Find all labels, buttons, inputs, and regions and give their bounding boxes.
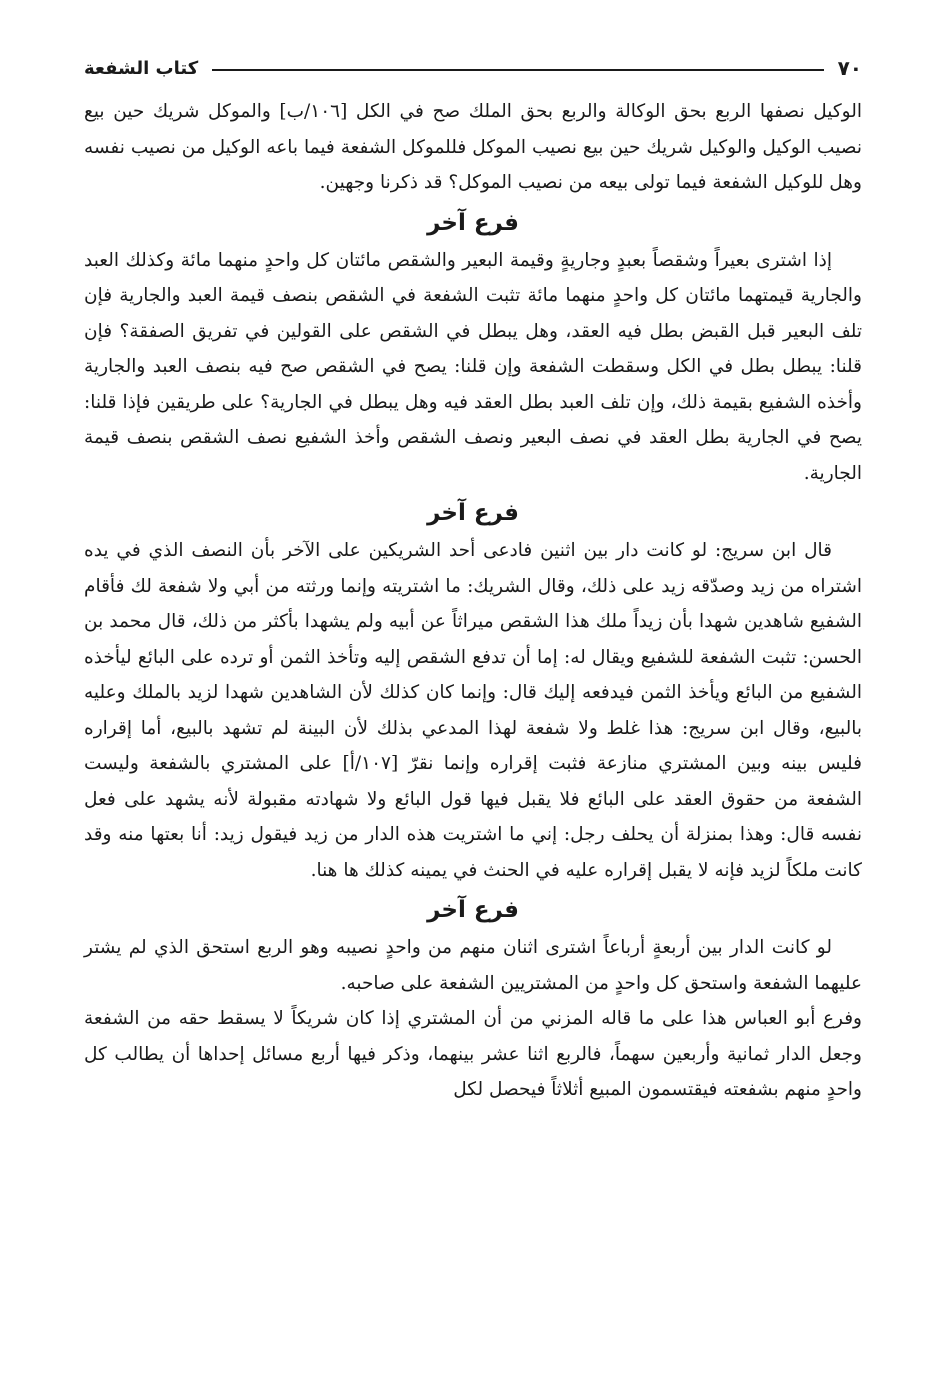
intro-paragraph: الوكيل نصفها الربع بحق الوكالة والربع بحق الملك صح في الكل [١٠٦/ب] والموكل شريك حين بيع نصيب الوكيل والوكيل شريك حين بيع نصيب الموكل فللموكل الشفعة فيما باعه الوكيل من نصيب نفسه وهل للوكيل الشفعة فيما تولى بيعه من نصيب الموكل؟ قد ذكرنا وجهين. (84, 101, 862, 193)
section-1 (84, 203, 862, 492)
header-rule (212, 69, 823, 71)
section-heading: فرع آخر (427, 209, 519, 236)
book-page (84, 48, 862, 1358)
page-number: ٧٠ (837, 56, 862, 80)
running-header (84, 48, 862, 88)
section-2 (84, 493, 862, 888)
section-3 (84, 890, 862, 1108)
section-paragraph: إذا اشترى بعيراً وشقصاً بعبدٍ وجاريةٍ وقيمة البعير والشقص مائتان كل واحدٍ منهما مائة وكذلك العبد والجارية قيمتهما مائتان كل واحدٍ منهما مائة تثبت الشفعة في الشقص بنصف قيمة العبد والجارية فإن تلف البعير قبل القبض بطل فيه العقد، وهل يبطل في الشقص على القولين في تفريق الصفقة؟ فإن قلنا: يبطل بطل في الكل وسقطت الشفعة وإن قلنا: يصح في الشقص صح فيه بنصف العبد والجارية وأخذه الشفيع بقيمة ذلك، وإن تلف العبد بطل العقد فيه وهل يبطل في الجارية؟ على طريقين فإذا قلنا: يصح في الجارية بطل العقد في نصف البعير ونصف الشقص وأخذ الشفيع نصف الشقص بنصف قيمة الجارية. (84, 249, 862, 484)
section-paragraph: لو كانت الدار بين أربعةٍ أرباعاً اشترى اثنان منهم من واحدٍ نصيبه وهو الربع استحق الذي لم يشتر عليهما الشفعة واستحق كل واحدٍ من المشتريين الشفعة على صاحبه. (84, 937, 862, 994)
book-title: كتاب الشفعة (84, 57, 199, 79)
section-paragraph: قال ابن سريج: لو كانت دار بين اثنين فادعى أحد الشريكين على الآخر بأن النصف الذي في يده اشتراه من زيد وصدّقه زيد على ذلك، وقال الشريك: ما اشتريته وإنما ورثته من أبي ولا شفعة لك فأقام الشفيع شاهدين شهدا بأن زيداً ملك هذا الشقص ميراثاً عن أبيه ولم يشهدا بأكثر من ذلك، قال محمد بن الحسن: تثبت الشفعة للشفيع ويقال له: إما أن تدفع الشقص إليه وتأخذ الثمن أو ترده على البائع ليأخذه الشفيع من البائع ويأخذ الثمن فيدفعه إليك قال: وإنما كان كذلك لأن الشاهدين شهدا لزيد بالملك وعليه بالبيع، وقال ابن سريج: هذا غلط ولا شفعة لهذا المدعي بذلك لأن البينة لم تشهد بالبيع، أما إقراره فليس بينه وبين المشتري منازعة فثبت إقراره وإنما نقرّ [١٠٧/أ] على المشتري بالشفعة وليست الشفعة من حقوق العقد على البائع فلا يقبل فيها قول البائع ولا شهادته مقبولة لأنه يشهد على فعل نفسه قال: وهذا بمنزلة أن يحلف رجل: إني ما اشتريت هذه الدار من زيد فيقول زيد: أنا بعتها منه وقد كانت ملكاً لزيد فإنه لا يقبل إقراره عليه في الحنث في يمينه كذلك ها هنا. (84, 540, 862, 881)
section-heading: فرع آخر (427, 500, 519, 526)
section-heading: فرع آخر (427, 897, 519, 923)
section-paragraph: وفرع أبو العباس هذا على ما قاله المزني من أن المشتري إذا كان شريكاً لا يسقط حقه من الشفعة وجعل الدار ثمانية وأربعين سهماً، فالربع اثنا عشر بينهما، وذكر فيها أربع مسائل إحداها أن يطالب كل واحدٍ منهم بشفعته فيقتسمون المبيع أثلاثاً فيحصل لكل (84, 1008, 862, 1100)
